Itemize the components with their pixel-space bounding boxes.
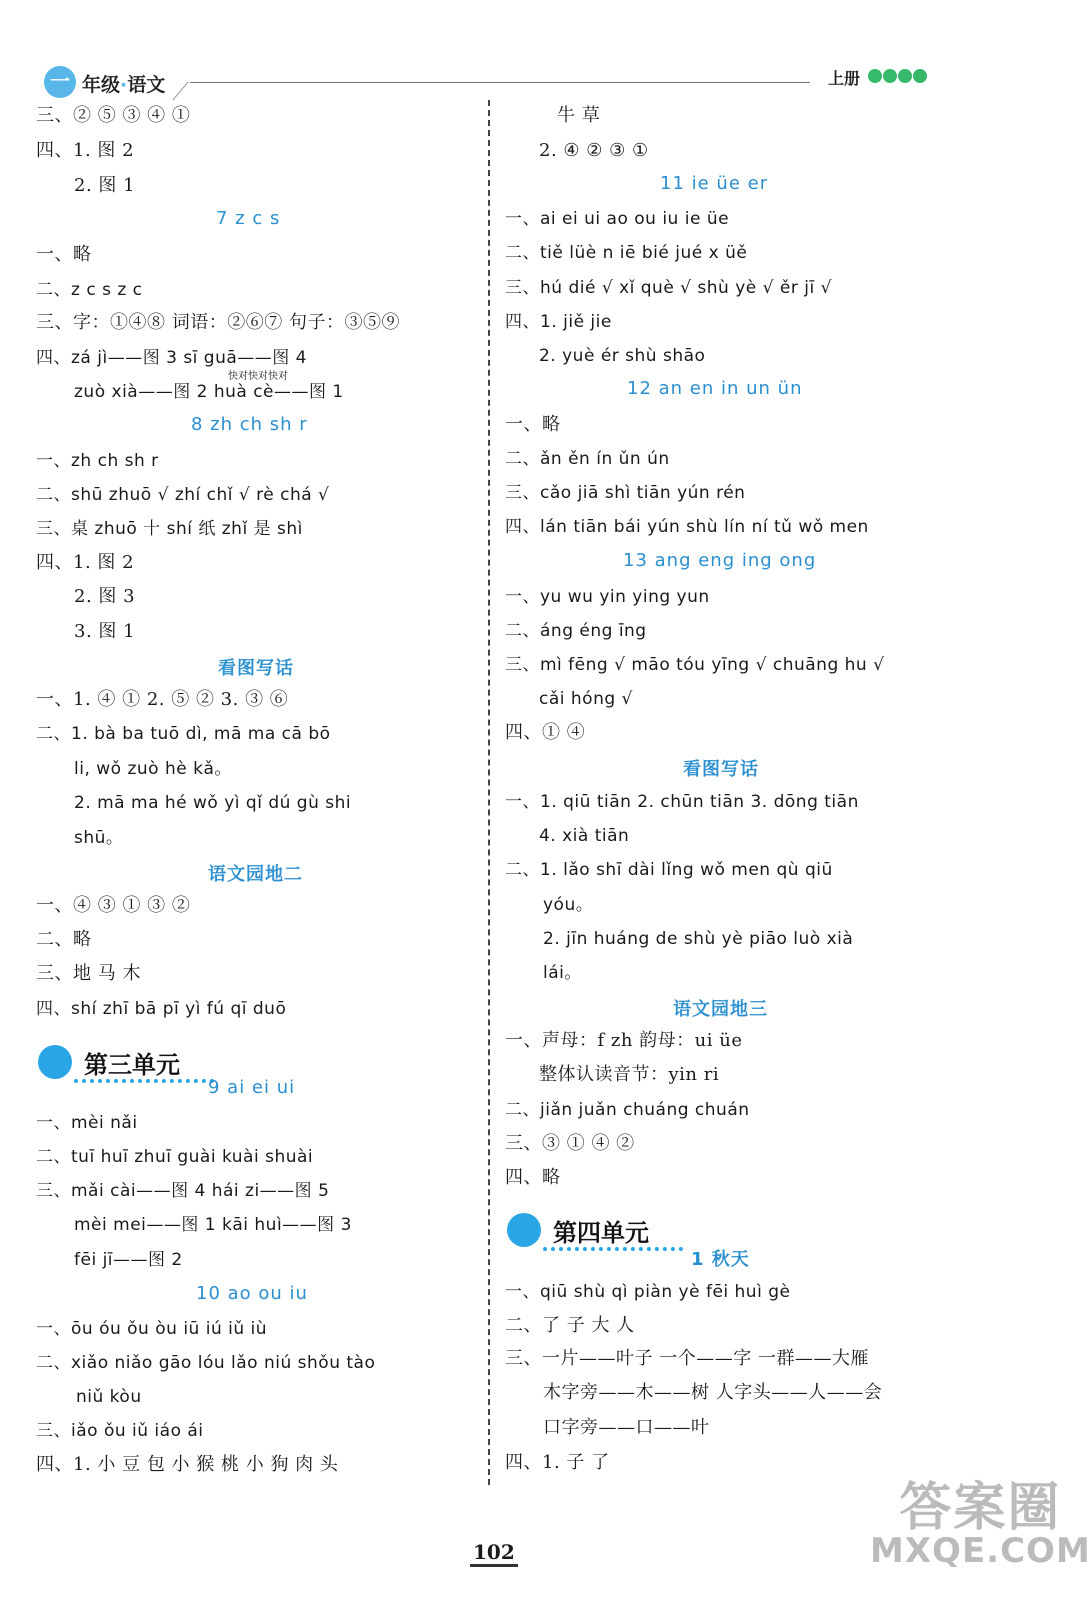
answer-line: 四、1. jiě jie bbox=[505, 312, 612, 332]
unit-dotted-rule bbox=[74, 1079, 214, 1083]
answer-line: 整体认读音节：yin ri bbox=[539, 1064, 720, 1085]
volume-label: 上册 bbox=[828, 69, 861, 88]
answer-line: 一、mèi nǎi bbox=[36, 1113, 138, 1133]
answer-line: 四、1. 图 2 bbox=[36, 552, 135, 573]
answer-line: 四、略 bbox=[505, 1167, 561, 1188]
answer-line: 三、mǎi cài——图 4 hái zi——图 5 bbox=[36, 1181, 330, 1201]
answer-line: 一、声母：f zh 韵母：ui üe bbox=[505, 1030, 743, 1051]
answer-line: 一、qiū shù qì piàn yè fēi huì gè bbox=[505, 1282, 791, 1302]
answer-line: 四、1. 子 了 bbox=[505, 1452, 610, 1473]
answer-line: 一、略 bbox=[36, 244, 92, 265]
watermark bbox=[870, 1478, 1091, 1571]
answer-line: 一、ai ei ui ao ou iu ie üe bbox=[505, 209, 730, 229]
unit-ball-icon bbox=[507, 1213, 541, 1247]
answer-line: 三、地 马 木 bbox=[36, 963, 141, 984]
section-title: 9 ai ei ui bbox=[208, 1077, 296, 1098]
answer-line: 二、略 bbox=[36, 929, 92, 950]
section-title: 8 zh ch sh r bbox=[191, 414, 308, 435]
answer-line: 三、hú dié √ xǐ què √ shù yè √ ěr jī √ bbox=[505, 278, 832, 298]
page-number: 102 bbox=[470, 1540, 518, 1567]
answer-line: 木字旁——木——树 人字头——人——会 bbox=[543, 1382, 883, 1403]
answer-line: 三、字：①④⑧ 词语：②⑥⑦ 句子：③⑤⑨ bbox=[36, 312, 400, 333]
watermark-logo: 答案圈 bbox=[899, 1478, 1062, 1538]
answer-line: 二、tiě lüè n iē bié jué x üě bbox=[505, 243, 748, 263]
answer-line: 一、1. ④ ① 2. ⑤ ② 3. ③ ⑥ bbox=[36, 689, 289, 710]
answer-line: 一、yu wu yin ying yun bbox=[505, 587, 710, 607]
answer-line: lái。 bbox=[543, 963, 582, 983]
section-title: 看图写话 bbox=[683, 759, 759, 780]
answer-line: 四、lán tiān bái yún shù lín ní tǔ wǒ men bbox=[505, 517, 869, 537]
separator-dot: · bbox=[120, 74, 128, 96]
answer-line: zuò xià——图 2 huà cè——图 1 bbox=[74, 382, 344, 402]
answer-line: 一、④ ③ ① ③ ② bbox=[36, 895, 191, 916]
unit-title: 第四单元 bbox=[553, 1219, 649, 1247]
unit-dotted-rule bbox=[543, 1247, 683, 1251]
answer-line: cǎi hóng √ bbox=[539, 689, 633, 709]
section-title: 语文园地二 bbox=[208, 864, 303, 885]
answer-line: 二、áng éng īng bbox=[505, 621, 647, 641]
handwritten-note: 快对快对快对 bbox=[228, 371, 288, 382]
grade-badge: 一 bbox=[44, 66, 76, 98]
answer-line: 三、一片——叶子 一个——字 一群——大雁 bbox=[505, 1348, 869, 1369]
answer-line: 二、了 子 大 人 bbox=[505, 1315, 635, 1336]
answer-line: 一、略 bbox=[505, 414, 561, 435]
answer-line: 2. jīn huáng de shù yè piāo luò xià bbox=[543, 929, 854, 949]
grade-label: 年级 bbox=[82, 74, 121, 96]
column-divider bbox=[488, 100, 490, 1485]
answer-line: 四、1. 图 2 bbox=[36, 140, 135, 161]
answer-line: 2. 图 1 bbox=[74, 175, 136, 196]
answer-line: 四、shí zhī bā pī yì fú qī duō bbox=[36, 999, 287, 1019]
answer-line: 一、1. qiū tiān 2. chūn tiān 3. dōng tiān bbox=[505, 792, 859, 812]
answer-line: 四、① ④ bbox=[505, 722, 586, 743]
unit-title: 第三单元 bbox=[84, 1051, 180, 1079]
answer-line: 3. 图 1 bbox=[74, 621, 136, 642]
section-title: 看图写话 bbox=[218, 658, 294, 679]
answer-line: 三、② ⑤ ③ ④ ① bbox=[36, 105, 191, 126]
answer-line: 三、iǎo ǒu iǔ iáo ái bbox=[36, 1421, 204, 1441]
answer-line: 2. ④ ② ③ ① bbox=[539, 140, 649, 161]
section-title: 7 z c s bbox=[216, 208, 281, 229]
unit-ball-icon bbox=[38, 1045, 72, 1079]
header-slant-line bbox=[172, 82, 208, 100]
answer-line: 牛 草 bbox=[557, 105, 601, 126]
answer-line: 二、tuī huī zhuī guài kuài shuài bbox=[36, 1147, 314, 1167]
answer-line: 四、1. 小 豆 包 小 猴 桃 小 狗 肉 头 bbox=[36, 1454, 339, 1475]
answer-line: 二、xiǎo niǎo gāo lóu lǎo niú shǒu tào bbox=[36, 1353, 376, 1373]
answer-line: 4. xià tiān bbox=[539, 826, 630, 846]
answer-line: 一、ōu óu ǒu òu iū iú iǔ iù bbox=[36, 1319, 268, 1339]
answer-line: 2. mā ma hé wǒ yì qǐ dú gù shi bbox=[74, 793, 352, 813]
answer-line: 三、cǎo jiā shì tiān yún rén bbox=[505, 483, 746, 503]
answer-line: 二、z c s z c bbox=[36, 280, 143, 300]
header-rule bbox=[190, 82, 810, 83]
page-header bbox=[0, 0, 1064, 100]
section-title: 13 ang eng ing ong bbox=[623, 550, 817, 571]
answer-line: 一、zh ch sh r bbox=[36, 451, 159, 471]
grade-subject bbox=[82, 70, 165, 97]
answer-line: mèi mei——图 1 kāi huì——图 3 bbox=[74, 1215, 352, 1235]
answer-line: 二、1. lǎo shī dài lǐng wǒ men qù qiū bbox=[505, 860, 833, 880]
answer-line: 2. 图 3 bbox=[74, 586, 136, 607]
answer-line: yóu。 bbox=[543, 895, 594, 915]
answer-line: 三、桌 zhuō 十 shí 纸 zhǐ 是 shì bbox=[36, 519, 303, 539]
answer-line: niǔ kòu bbox=[76, 1387, 142, 1407]
answer-line: 2. yuè ér shù shāo bbox=[539, 346, 706, 366]
answer-line: 三、mì fēng √ māo tóu yīng √ chuāng hu √ bbox=[505, 655, 885, 675]
answer-line: 四、zá jì——图 3 sī guā——图 4 bbox=[36, 348, 308, 368]
section-title: 1 秋天 bbox=[691, 1249, 750, 1270]
answer-line: fēi jī——图 2 bbox=[74, 1250, 183, 1270]
answer-line: 二、shū zhuō √ zhí chǐ √ rè chá √ bbox=[36, 485, 330, 505]
answer-line: 二、1. bà ba tuō dì, mā ma cā bō bbox=[36, 724, 331, 744]
section-title: 10 ao ou iu bbox=[196, 1283, 308, 1304]
answer-line: 口字旁——口——叶 bbox=[543, 1417, 710, 1438]
section-title: 语文园地三 bbox=[673, 999, 768, 1020]
brand-dots-icon bbox=[868, 68, 928, 87]
answer-line: li, wǒ zuò hè kǎ。 bbox=[74, 759, 232, 779]
section-title: 11 ie üe er bbox=[660, 173, 769, 194]
answer-line: 二、ǎn ěn ín ǔn ún bbox=[505, 449, 670, 469]
subject-label: 语文 bbox=[127, 74, 166, 96]
answer-line: 三、③ ① ④ ② bbox=[505, 1133, 635, 1154]
answer-line: shū。 bbox=[74, 828, 124, 848]
watermark-url: MXQE.COM bbox=[870, 1531, 1091, 1571]
answer-line: 二、jiǎn juǎn chuáng chuán bbox=[505, 1100, 750, 1120]
section-title: 12 an en in un ün bbox=[627, 378, 803, 399]
